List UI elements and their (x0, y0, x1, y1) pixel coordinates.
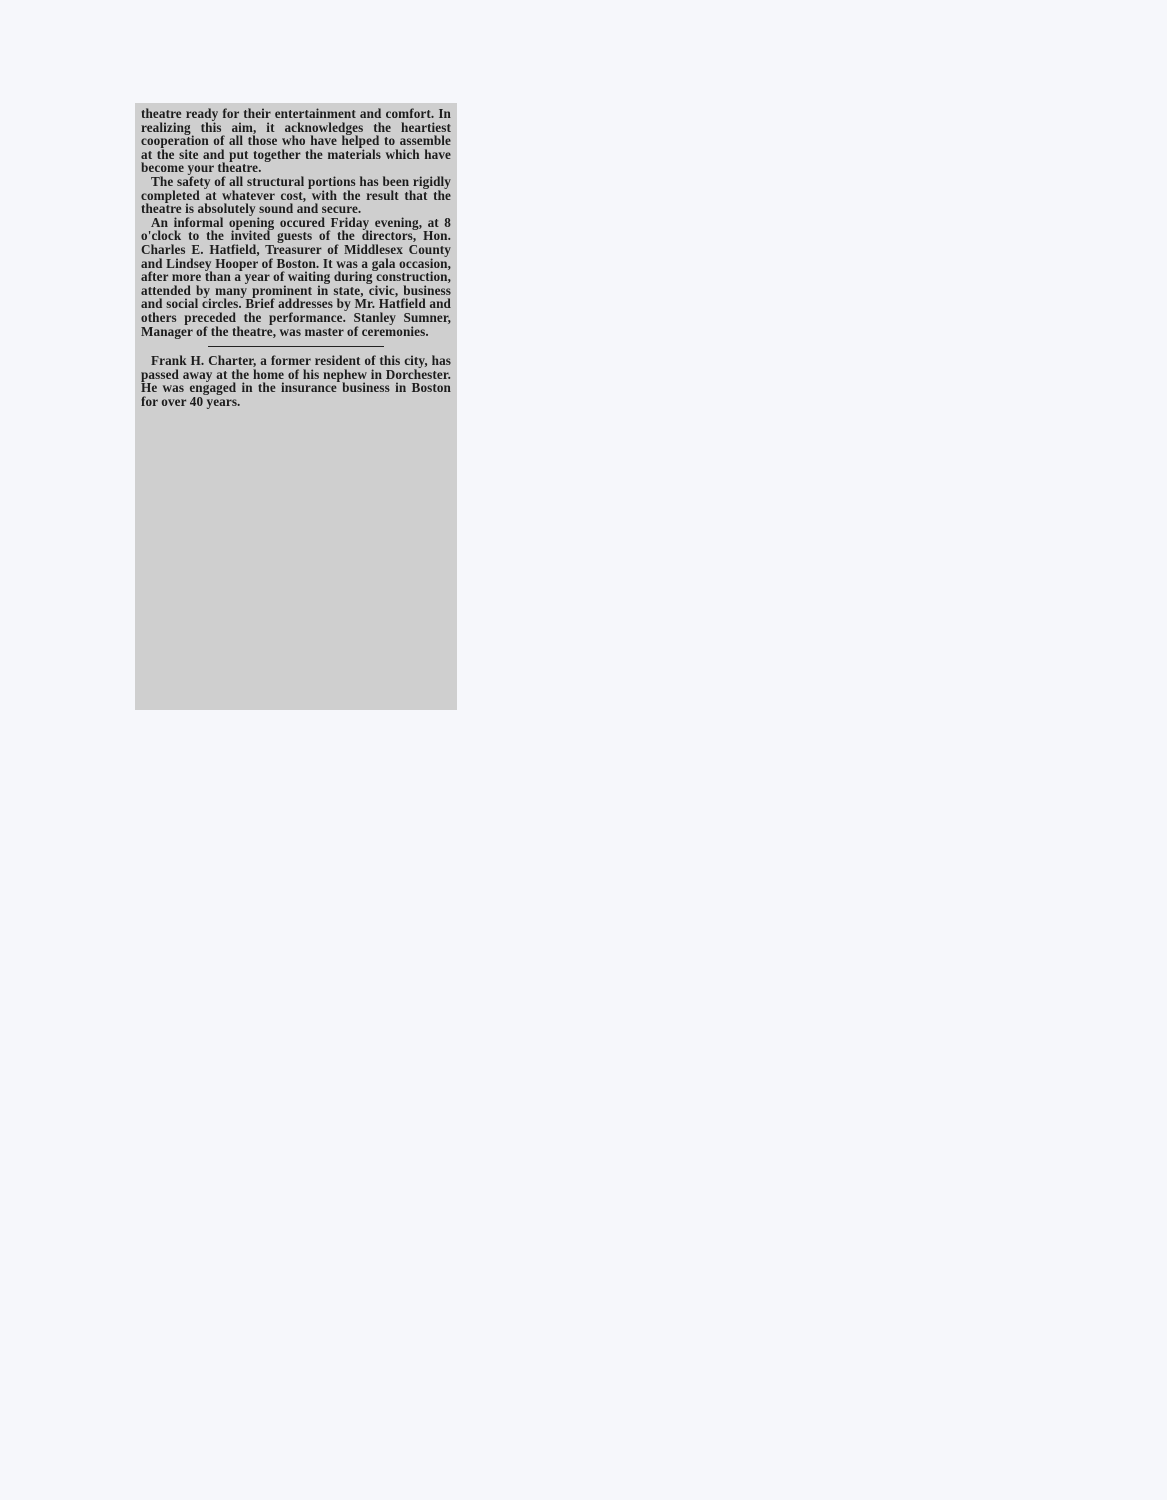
newspaper-clipping (135, 103, 457, 710)
article-paragraph-3: An informal opening occured Friday evening, at 8 o'clock to the invited guests of the directors, Hon. Charles E. Hatfield, Treasurer of Middlesex County and Lindsey Hooper of Boston. It was a gala occasion, after more than a year of waiting during construction, attended by many prominent in state, civic, business and social circles. Brief addresses by Mr. Hatfield and others preceded the performance. Stanley Sumner, Manager of the theatre, was master of ceremonies. (141, 214, 451, 339)
article-paragraph-1: theatre ready for their entertainment and comfort. In realizing this aim, it acknowledges the heartiest cooperation of all those who have helped to assemble at the site and put together the materials which have become your theatre. (141, 106, 451, 176)
obituary-notice: Frank H. Charter, a former resident of this city, has passed away at the home of his nephew in Dorchester. He was engaged in the insurance business in Boston for over 40 years. (141, 353, 451, 409)
article-column (141, 107, 451, 408)
section-divider (208, 346, 384, 347)
article-paragraph-2: The safety of all structural portions has been rigidly completed at whatever cost, with the result that the theatre is absolutely sound and secure. (141, 173, 451, 217)
